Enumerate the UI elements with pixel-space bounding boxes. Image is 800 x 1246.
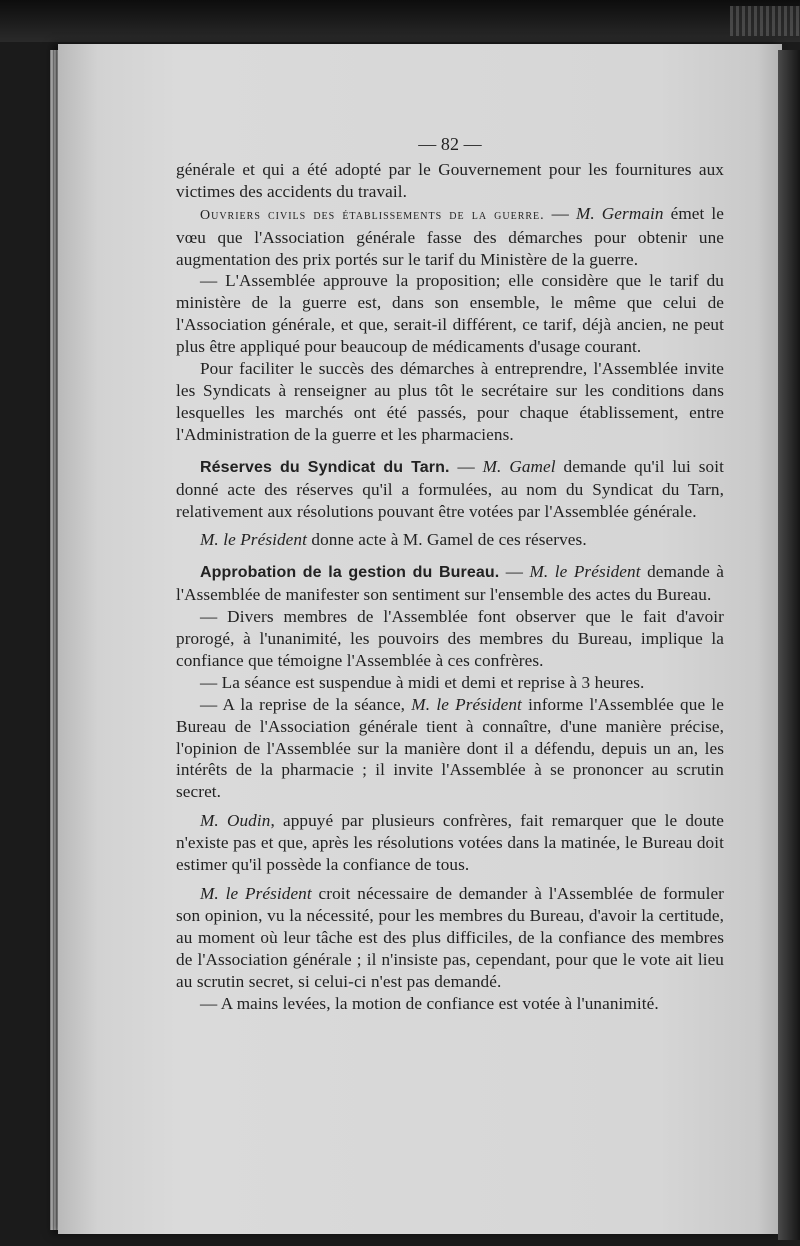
paragraph-body: donne acte à M. Gamel de ces réserves. bbox=[306, 530, 587, 550]
section-heading-approbation: Approbation de la gestion du Bureau. bbox=[200, 564, 500, 582]
paragraph-body: , appuyé par plusieurs confrères, fait remarquer que le doute n'existe pas et que, après les résolutions votées dans la matinée, le Bureau doit estimer qu'il possède la confiance de tous. bbox=[176, 811, 725, 875]
paragraph-lead: — A la reprise de la séance, bbox=[200, 694, 412, 714]
separator: — bbox=[449, 456, 483, 476]
paragraph-donne-acte bbox=[176, 529, 724, 551]
paragraph-seance-suspendue: — La séance est suspendue à midi et demi et reprise à 3 heures. bbox=[200, 672, 645, 692]
paragraph-approbation bbox=[176, 561, 724, 606]
separator: — bbox=[544, 203, 576, 223]
book-binding bbox=[0, 0, 800, 42]
spacer bbox=[176, 446, 724, 456]
paragraph-reprise bbox=[176, 694, 724, 804]
page-text bbox=[176, 134, 724, 1014]
paragraph-divers-membres: — Divers membres de l'Assemblée font observer que le fait d'avoir prorogé, à l'unanimité, les pouvoirs des membres du Bureau, implique la confiance que témoigne l'Assemblée à ces confrères. bbox=[176, 607, 724, 670]
spacer bbox=[176, 522, 724, 529]
paragraph-body: informe l'Assemblée que le Bureau de l'Association générale tient à connaître, d'une manière précise, l'opinion de l'Assemblée sur la manière dont il a défendu, depuis un an, les intérêts de la pharmacie ; il invite l'Assemblée à se prononcer au scrutin secret. bbox=[176, 694, 724, 802]
spacer bbox=[176, 551, 724, 561]
section-heading-reserves: Réserves du Syndicat du Tarn. bbox=[200, 458, 450, 476]
spacer bbox=[176, 803, 724, 810]
speaker-name: M. le Président bbox=[200, 530, 307, 550]
page-number: — 82 — bbox=[418, 134, 482, 154]
binding-clip bbox=[730, 6, 800, 36]
page-gutter-shadow bbox=[778, 50, 800, 1240]
speaker-name: M. Gamel bbox=[482, 456, 556, 476]
speaker-name: M. Oudin bbox=[200, 811, 271, 831]
paragraph-oudin bbox=[176, 810, 724, 876]
paragraph-reserves bbox=[176, 456, 724, 523]
separator: — bbox=[499, 562, 530, 582]
speaker-name: M. le Président bbox=[529, 562, 641, 582]
paragraph-body: demande à l'Assemblée de manifester son sentiment sur l'ensemble des actes du Bureau. bbox=[176, 562, 724, 605]
section-heading-ouvriers: Ouvriers civils des établissements de la guerre. bbox=[200, 207, 545, 223]
paragraph-body: demande qu'il lui soit donné acte des réserves qu'il a formulées, au nom du Syndicat du Tarn, relativement aux résolutions pouvant être votées par l'Assemblée générale. bbox=[176, 456, 724, 521]
speaker-name: M. le Président bbox=[200, 884, 312, 903]
paragraph-continuation: générale et qui a été adopté par le Gouvernement pour les fournitures aux victimes des accidents du travail. bbox=[176, 159, 724, 201]
paragraph-mains-levees: — A mains levées, la motion de confiance est votée à l'unanimité. bbox=[200, 993, 659, 1013]
paragraph-body: émet le vœu que l'Association générale fasse des démarches pour obtenir une augmentation des prix portés sur le tarif du Ministère de la guerre. bbox=[176, 203, 725, 269]
speaker-name: M. Germain bbox=[575, 203, 664, 223]
paragraph-faciliter: Pour faciliter le succès des démarches à entreprendre, l'Assemblée invite les Syndicats à renseigner au plus tôt le secrétaire sur les conditions dans lesquelles les marchés ont été passés, pour chaque établissement, entre l'Administration de la guerre et les pharmaciens. bbox=[176, 359, 724, 444]
paragraph-body: croit nécessaire de demander à l'Assemblée de formuler son opinion, vu la nécessité, pour les membres du Bureau, d'avoir la certitude, au moment où leur tâche est des plus difficiles, de la confiance des membres de l'Association générale ; il n'insiste pas, cependant, pour que le vote ait lieu au scrutin secret, si celui-ci n'est pas demandé. bbox=[176, 884, 725, 991]
speaker-name: M. le Président bbox=[411, 694, 522, 714]
paragraph-assemblee-approuve: — L'Assemblée approuve la proposition; elle considère que le tarif du ministère de la guerre est, dans son ensemble, le même que celui de l'Association générale, et que, serait-il différent, ce tarif, déjà ancien, ne peut plus être appliqué pour beaucoup de médicaments d'usage courant. bbox=[176, 271, 724, 357]
paragraph-president-croit bbox=[176, 883, 724, 993]
spacer bbox=[176, 876, 724, 883]
paragraph-ouvriers bbox=[176, 203, 724, 271]
